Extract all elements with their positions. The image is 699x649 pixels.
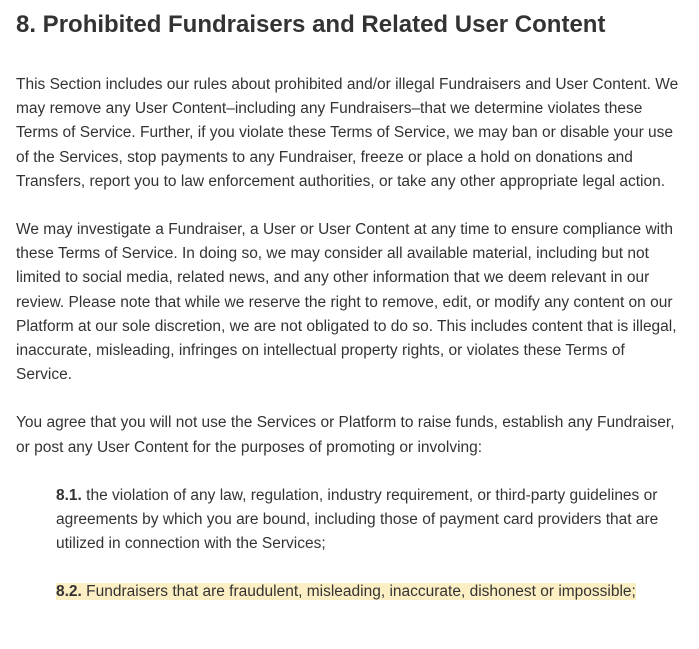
highlighted-text [56, 583, 636, 600]
paragraph-rules-intro: This Section includes our rules about prohibited and/or illegal Fundraisers and User Content. We may remove any User Content–including any Fundraisers–that we determine violates these Terms of Service. Further, if you violate these Terms of Service, we may ban or disable your use of the Services, stop payments to any Fundraiser, freeze or place a hold on donations and Transfers, report you to law enforcement authorities, or take any other appropriate legal action. [16, 76, 679, 190]
section-title: 8. Prohibited Fundraisers and Related User Content [16, 11, 606, 38]
item-text: Fundraisers that are fraudulent, misleading, inaccurate, dishonest or impossible; [86, 583, 636, 601]
list-item-highlighted [56, 580, 675, 604]
prohibited-list [16, 484, 683, 605]
paragraph-agreement: You agree that you will not use the Services or Platform to raise funds, establish any Fundraiser, or post any User Content for the purposes of promoting or involving: [16, 414, 675, 456]
item-number: 8.2. [56, 583, 82, 601]
list-item [56, 484, 675, 557]
item-text: the violation of any law, regulation, industry requirement, or third-party guidelines or agreements by which you are bound, including those of payment card providers that are utilized in connection with the Services; [56, 486, 659, 553]
item-number: 8.1. [56, 486, 82, 504]
paragraph-investigation: We may investigate a Fundraiser, a User or User Content at any time to ensure compliance with these Terms of Service. In doing so, we may consider all available material, including but not limited to social media, related news, and any other information that we deem relevant in our review. Please note that while we reserve the right to remove, edit, or modify any content on our Platform at our sole discretion, we are not obligated to do so. This includes content that is illegal, inaccurate, misleading, infringes on intellectual property rights, or violates these Terms of Service. [16, 221, 677, 384]
